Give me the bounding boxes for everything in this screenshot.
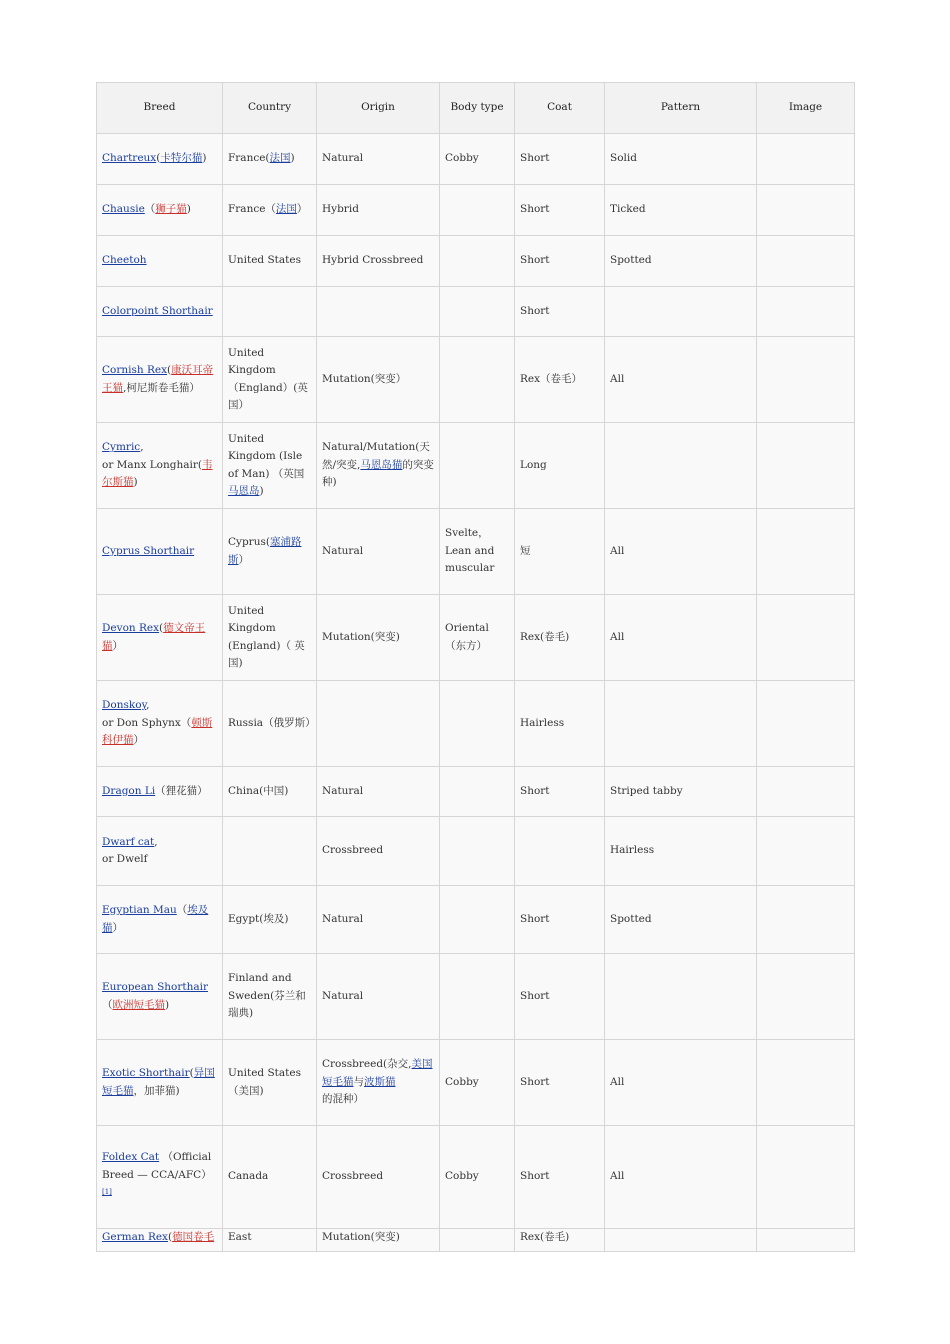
header-image: Image [757,83,855,134]
table-row [97,1126,855,1229]
wiki-link[interactable]: 法国 [269,152,291,165]
cell-text: Cobby [445,152,479,165]
wiki-link[interactable]: German Rex [102,1231,168,1243]
table-row [97,185,855,236]
cell-text: Cobby [445,1075,479,1088]
pattern-cell [605,185,757,236]
cell-text: Hairless [610,844,655,857]
body-type-cell [440,681,515,767]
cell-text: Svelte，Lean and muscular [445,527,495,575]
country-cell [223,337,317,423]
body-type-cell [440,954,515,1040]
cell-text: All [610,630,625,643]
cell-text: Hybrid [322,203,359,216]
breed-cell [97,423,223,509]
cell-text: or Don Sphynx（ [102,716,192,729]
origin-cell [317,134,440,185]
cell-text: ，加菲猫) [133,1084,180,1097]
wiki-link[interactable]: 塞浦路斯 [228,536,302,566]
image-cell [757,287,855,337]
country-cell [223,681,317,767]
header-origin: Origin [317,83,440,134]
image-cell [757,1126,855,1229]
body-type-cell [440,423,515,509]
header-row [97,83,855,134]
origin-cell [317,1126,440,1229]
image-cell [757,509,855,595]
image-cell [757,681,855,767]
cell-text: or Dwelf [102,853,148,865]
cell-text: ( [159,622,164,634]
cell-text: Spotted [610,254,652,267]
pattern-cell [605,134,757,185]
origin-cell [317,185,440,236]
cell-text: Oriental（东方） [445,622,489,652]
cell-text: All [610,1170,625,1183]
wiki-link[interactable]: 马恩岛 [228,485,260,497]
cell-text: ） [112,639,123,652]
coat-cell [515,509,605,595]
origin-cell [317,595,440,681]
image-cell [757,817,855,886]
cell-text: United Kingdom (England)（ 英国) [228,604,305,669]
country-cell [223,767,317,817]
body-type-cell [440,134,515,185]
wiki-link[interactable]: Dwarf cat [102,835,155,848]
breed-cell [97,767,223,817]
breed-cell [97,337,223,423]
cell-text: Egypt(埃及) [228,912,289,925]
image-cell [757,595,855,681]
cell-text: Mutation(突变) [322,1231,400,1243]
pattern-cell [605,423,757,509]
cell-text: ,柯尼斯卷毛猫） [123,381,200,394]
cell-text: （ [102,998,113,1011]
table-row [97,595,855,681]
wiki-link[interactable]: 德国卷毛 [172,1231,215,1243]
wiki-link[interactable]: 韦尔斯猫 [102,458,213,489]
breed-cell [97,595,223,681]
cell-text: Ticked [610,203,646,216]
cell-text: Hairless [520,716,565,729]
wiki-link[interactable]: 康沃耳帝王猫 [102,364,214,394]
image-cell [757,767,855,817]
wiki-link[interactable]: 狮子猫 [155,203,187,216]
breed-cell [97,1040,223,1126]
wiki-link[interactable]: Cyprus Shorthair [102,544,195,557]
coat-cell [515,423,605,509]
breed-cell [97,236,223,287]
table-row [97,337,855,423]
origin-cell [317,509,440,595]
wiki-link[interactable]: 欧洲短毛猫 [112,998,165,1011]
country-cell [223,423,317,509]
cell-text: Short [520,1075,550,1088]
cell-text: Short [520,1170,550,1183]
country-cell [223,287,317,337]
cell-text: United States [228,254,301,267]
table-row [97,817,855,886]
cell-text: Natural [322,544,364,557]
cell-text: All [610,372,625,385]
origin-cell [317,817,440,886]
image-cell [757,1040,855,1126]
table-row [97,509,855,595]
cell-text: China(中国) [228,784,289,797]
breed-cell [97,509,223,595]
origin-cell [317,954,440,1040]
cell-text: Finland and Sweden(芬兰和瑞典) [228,972,306,1020]
cell-text: ） [112,921,123,934]
cell-text: Crossbreed [322,1170,384,1183]
table-row [97,423,855,509]
pattern-cell [605,337,757,423]
wiki-link[interactable]: Foldex Cat [102,1151,160,1163]
cell-text: Natural [322,152,364,165]
cell-text: , [140,441,144,454]
breed-cell [97,954,223,1040]
pattern-cell [605,1126,757,1229]
origin-cell [317,236,440,287]
cell-text: , [146,699,150,712]
body-type-cell [440,1229,515,1252]
table-row [97,134,855,185]
cell-text: East [228,1231,252,1243]
coat-cell [515,595,605,681]
breed-cell [97,681,223,767]
cell-text: （Official Breed — CCA/AFC） [102,1151,212,1181]
body-type-cell [440,1126,515,1229]
pattern-cell [605,595,757,681]
cell-text: 的混种） [322,1093,364,1106]
wiki-link[interactable]: 德文帝王猫 [102,622,206,652]
coat-cell [515,185,605,236]
breed-cell [97,1229,223,1252]
country-cell [223,1040,317,1126]
table-row [97,287,855,337]
breed-cell [97,817,223,886]
country-cell [223,595,317,681]
header-country: Country [223,83,317,134]
cell-text: Solid [610,152,637,165]
pattern-cell [605,287,757,337]
coat-cell [515,287,605,337]
coat-cell [515,1229,605,1252]
cell-text: Hybrid Crossbreed [322,254,424,267]
cell-text: All [610,1075,625,1088]
cell-text: ( [167,1231,173,1243]
cell-text: 与 [353,1075,364,1088]
body-type-cell [440,1040,515,1126]
wiki-link[interactable]: 马恩岛猫 [360,458,403,471]
coat-cell [515,817,605,886]
coat-cell [515,134,605,185]
breed-cell [97,134,223,185]
cell-text: All [610,544,625,557]
country-cell [223,954,317,1040]
cell-text: Cyprus( [228,536,270,548]
cell-text: Mutation(突变) [322,630,400,643]
cell-text: ( [167,364,172,376]
cell-text: ） [238,553,249,566]
pattern-cell [605,1229,757,1252]
header-pattern: Pattern [605,83,757,134]
cell-text: ) [202,152,207,165]
cell-text: ( [156,152,161,165]
country-cell [223,1126,317,1229]
image-cell [757,337,855,423]
wiki-link[interactable]: Chausie [102,203,145,216]
image-cell [757,185,855,236]
wiki-link[interactable]: Chartreux [102,152,157,165]
wiki-link[interactable]: 美国短毛猫 [322,1058,433,1088]
cell-text: ) [290,152,295,165]
cell-text: France( [228,152,270,165]
cell-text: Natural [322,784,364,797]
image-cell [757,134,855,185]
coat-cell [515,1040,605,1126]
table-row [97,681,855,767]
cell-text: Long [520,458,547,471]
cell-text: ) [165,998,170,1011]
coat-cell [515,954,605,1040]
body-type-cell [440,236,515,287]
coat-cell [515,1126,605,1229]
cell-text: 短 [520,544,531,557]
breed-cell [97,886,223,954]
cell-text: Crossbreed [322,844,384,857]
country-cell [223,817,317,886]
origin-cell [317,337,440,423]
pattern-cell [605,954,757,1040]
country-cell [223,185,317,236]
cell-text: ( [189,1067,194,1079]
wiki-link[interactable]: Dragon Li [102,784,156,797]
cell-text: Natural/Mutation(天然/突变, [322,441,430,471]
cell-text: Rex（卷毛） [520,372,583,385]
table-row [97,886,855,954]
table-row [97,236,855,287]
coat-cell [515,337,605,423]
cell-text: Natural [322,912,364,925]
cell-text: United States（美国) [228,1067,301,1097]
cell-text: Canada [228,1170,269,1183]
wiki-link[interactable]: Devon Rex [102,622,160,634]
cell-text: France（ [228,203,276,216]
pattern-cell [605,1040,757,1126]
table-row [97,954,855,1040]
cell-text: ) [186,203,191,216]
wiki-link[interactable]: Donskoy [102,699,147,712]
breed-cell [97,1126,223,1229]
country-cell [223,134,317,185]
pattern-cell [605,886,757,954]
cell-text: Spotted [610,912,652,925]
header-coat: Coat [515,83,605,134]
breed-cell [97,287,223,337]
cell-text: United Kingdom（England）(英国） [228,346,308,411]
cell-text: Crossbreed(杂交, [322,1058,412,1071]
wiki-link[interactable]: Colorpoint Shorthair [102,304,213,317]
wiki-link[interactable]: Exotic Shorthair [102,1067,190,1079]
origin-cell [317,681,440,767]
body-type-cell [440,886,515,954]
wiki-link[interactable]: 埃及猫 [102,904,209,934]
cell-text: （狸花猫） [155,784,208,797]
body-type-cell [440,595,515,681]
cell-text: United Kingdom (Isle of Man) （英国 [228,432,305,480]
cell-text: ） [133,734,144,747]
country-cell [223,886,317,954]
wiki-link[interactable]: Cymric [102,441,141,454]
cell-text: Mutation(突变） [322,372,407,385]
origin-cell [317,423,440,509]
origin-cell [317,287,440,337]
origin-cell [317,1040,440,1126]
image-cell [757,423,855,509]
table-row [97,1040,855,1126]
wiki-link[interactable]: 波斯猫 [364,1075,396,1088]
table-row [97,1229,855,1252]
cell-text: Rex(卷毛) [520,630,570,643]
cell-text: Cobby [445,1170,479,1183]
pattern-cell [605,767,757,817]
header-body-type: Body type [440,83,515,134]
cell-text: Short [520,912,550,925]
image-cell [757,886,855,954]
country-cell [223,1229,317,1252]
cell-text: （ [176,904,188,916]
body-type-cell [440,817,515,886]
image-cell [757,1229,855,1252]
wiki-link[interactable]: Cornish Rex [102,364,168,376]
cell-text: Striped tabby [610,784,683,797]
header-breed: Breed [97,83,223,134]
country-cell [223,236,317,287]
cell-text: , [154,835,158,848]
body-type-cell [440,509,515,595]
cell-text: Short [520,304,550,317]
cell-text: Natural [322,989,364,1002]
origin-cell [317,886,440,954]
wiki-link[interactable]: Cheetoh [102,254,147,267]
body-type-cell [440,767,515,817]
wiki-link[interactable]: 顿斯科伊猫 [102,716,213,747]
coat-cell [515,681,605,767]
origin-cell [317,767,440,817]
cell-text: ) [133,476,138,489]
country-cell [223,509,317,595]
pattern-cell [605,509,757,595]
cell-text: Rex(卷毛) [520,1231,570,1243]
cell-text: Short [520,152,550,165]
coat-cell [515,236,605,287]
cell-text: Russia（俄罗斯） [228,716,316,729]
coat-cell [515,767,605,817]
coat-cell [515,886,605,954]
body-type-cell [440,185,515,236]
wiki-link[interactable]: 异国短毛猫 [102,1067,215,1097]
wiki-link[interactable]: Egyptian Mau [102,904,177,916]
breed-cell [97,185,223,236]
cat-breeds-table [96,82,855,1252]
cell-text: Short [520,254,550,267]
cell-text: Short [520,203,550,216]
cell-text: （ [144,203,156,216]
reference-link[interactable]: [1] [102,1188,112,1196]
body-type-cell [440,287,515,337]
cell-text: ) [259,485,264,497]
cell-text: or Manx Longhair( [102,458,202,471]
image-cell [757,954,855,1040]
cell-text: ） [296,203,308,216]
pattern-cell [605,236,757,287]
pattern-cell [605,681,757,767]
pattern-cell [605,817,757,886]
cell-text: Short [520,784,550,797]
table-row [97,767,855,817]
origin-cell [317,1229,440,1252]
body-type-cell [440,337,515,423]
cell-text: Short [520,989,550,1002]
cell-text: 的突变种) [322,458,434,489]
wiki-link[interactable]: European Shorthair [102,981,208,993]
wiki-link[interactable]: 卡特尔猫 [160,152,203,165]
image-cell [757,236,855,287]
wiki-link[interactable]: 法国 [275,203,297,216]
